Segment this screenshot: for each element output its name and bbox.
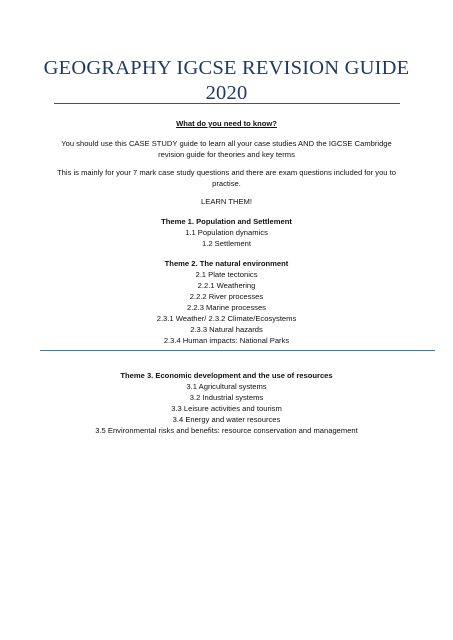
intro-heading-block	[40, 118, 413, 129]
theme-3-item: 3.2 Industrial systems	[189, 393, 264, 402]
theme-3-item: 3.5 Environmental risks and benefits: resource conservation and management	[95, 426, 358, 435]
learn-them-text: LEARN THEM!	[201, 197, 252, 206]
learn-them-block	[40, 196, 413, 207]
theme-2-section	[40, 258, 413, 346]
theme-3-item: 3.4 Energy and water resources	[172, 415, 281, 424]
theme-2-item: 2.3.1 Weather/ 2.3.2 Climate/Ecosystems	[156, 314, 297, 323]
intro-p2-line-1: This is mainly for your 7 mark case study questions and there are exam questions included for you to	[57, 168, 396, 177]
theme-3-item: 3.3 Leisure activities and tourism	[171, 404, 282, 413]
theme-1-section	[40, 216, 413, 249]
theme-2-item: 2.3.4 Human impacts: National Parks	[163, 336, 290, 345]
title-line-2: 2020	[205, 82, 248, 104]
theme-2-item: 2.2.3 Marine processes	[187, 303, 266, 312]
intro-paragraph-1	[40, 138, 413, 160]
page-title	[0, 56, 453, 106]
intro-p2-line-2: practise.	[212, 179, 241, 188]
theme-3-section	[40, 370, 413, 436]
theme-1-heading: Theme 1. Population and Settlement	[161, 217, 292, 226]
intro-paragraph-2	[40, 167, 413, 189]
section-divider	[40, 350, 435, 351]
theme-2-item: 2.1 Plate tectonics	[195, 270, 258, 279]
theme-2-item: 2.3.3 Natural hazards	[190, 325, 263, 334]
theme-2-heading: Theme 2. The natural environment	[164, 259, 289, 268]
theme-3-heading: Theme 3. Economic development and the use of resources	[120, 371, 333, 380]
theme-2-item: 2.2.1 Weathering	[197, 281, 256, 290]
title-line-1: GEOGRAPHY IGCSE REVISION GUIDE	[43, 57, 410, 79]
theme-1-item: 1.1 Population dynamics	[185, 228, 268, 237]
intro-p1-line-1: You should use this CASE STUDY guide to learn all your case studies AND the IGCSE Cambridge	[61, 139, 392, 148]
title-divider	[54, 103, 400, 104]
intro-p1-line-2: revision guide for theories and key terms	[158, 150, 295, 159]
theme-1-item: 1.2 Settlement	[202, 239, 251, 248]
intro-heading: What do you need to know?	[176, 119, 277, 128]
theme-2-item: 2.2.2 River processes	[189, 292, 264, 301]
theme-3-item: 3.1 Agricultural systems	[186, 382, 267, 391]
